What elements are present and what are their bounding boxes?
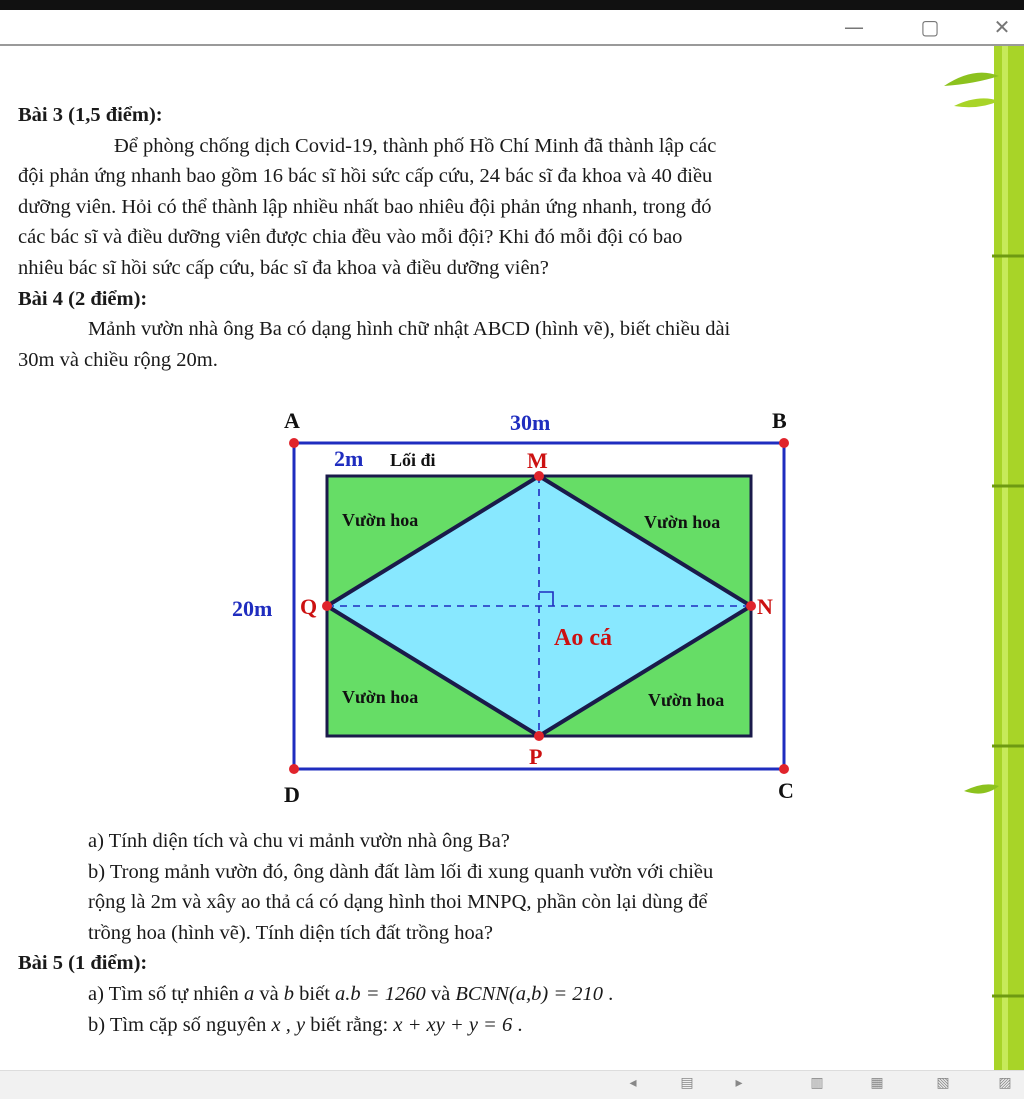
point-b	[779, 438, 789, 448]
bai4-question-b-1: b) Trong mảnh vườn đó, ông dành đất làm lối đi xung quanh vườn với chiều	[88, 860, 714, 883]
point-c	[779, 764, 789, 774]
label-c: C	[778, 778, 794, 803]
garden-diagram	[220, 400, 820, 810]
top-edge	[0, 0, 1024, 10]
label-d: D	[284, 782, 300, 807]
bai5-a-prefix: a) Tìm số tự nhiên	[88, 982, 244, 1005]
label-width: 20m	[232, 596, 273, 621]
label-path: Lối đi	[390, 450, 436, 470]
restore-icon[interactable]: ▢	[920, 15, 940, 39]
bai3-line-5: nhiêu bác sĩ hồi sức cấp cứu, bác sĩ đa khoa và điều dưỡng viên?	[18, 256, 549, 279]
point-n	[746, 601, 756, 611]
title-bar	[0, 10, 1024, 46]
label-path-width: 2m	[334, 446, 364, 471]
bai3-line-4: các bác sĩ và điều dưỡng viên được chia đều vào mỗi đội? Khi đó mỗi đội có bao	[18, 226, 683, 249]
grid-view-icon[interactable]: ▦	[870, 1075, 884, 1091]
bai5-b-eq: x + xy + y = 6	[393, 1013, 513, 1036]
bai3-line-2: đội phản ứng nhanh bao gồm 16 bác sĩ hồi sức cấp cứu, 24 bác sĩ đa khoa và 40 điều	[18, 165, 713, 188]
label-a: A	[284, 408, 300, 433]
layout-icon[interactable]: ▥	[810, 1075, 824, 1091]
label-m: M	[527, 448, 548, 473]
label-flower-br: Vườn hoa	[648, 690, 725, 710]
bamboo-decoration-icon	[944, 46, 1024, 1070]
bai5-a-var2: b	[283, 982, 295, 1005]
bai3-line-1: Để phòng chống dịch Covid-19, thành phố Hồ Chí Minh đã thành lập các	[114, 134, 717, 157]
minimize-icon[interactable]: —	[844, 15, 864, 39]
bai4-question-a: a) Tính diện tích và chu vi mảnh vườn nhà ông Ba?	[88, 830, 510, 852]
label-flower-tr: Vườn hoa	[644, 512, 721, 532]
bai4-question-b-2: rộng là 2m và xây ao thả cá có dạng hình thoi MNPQ, phần còn lại dùng để	[88, 891, 708, 914]
bai5-title: Bài 5 (1 điểm):	[18, 952, 148, 975]
bai5-a-end: .	[603, 982, 614, 1005]
prev-page-icon[interactable]: ◂	[629, 1075, 637, 1091]
close-icon[interactable]: ✕	[993, 15, 1011, 39]
label-pond: Ao cá	[554, 625, 612, 651]
next-page-icon[interactable]: ▸	[735, 1075, 743, 1091]
document-body	[18, 100, 948, 375]
columns-view-icon[interactable]: ▧	[936, 1075, 950, 1091]
bai5-a-mid: biết	[294, 982, 336, 1005]
reading-mode-icon[interactable]: ▨	[998, 1075, 1012, 1091]
point-d	[289, 764, 299, 774]
bai5-b-end: .	[512, 1013, 523, 1036]
bai4-title: Bài 4 (2 điểm):	[18, 287, 148, 310]
bai5-b-mid: biết rằng:	[305, 1013, 394, 1036]
label-p: P	[529, 744, 543, 769]
point-a	[289, 438, 299, 448]
label-b: B	[772, 408, 787, 433]
bai4-question-b-3: trồng hoa (hình vẽ). Tính diện tích đất trồng hoa?	[88, 921, 493, 944]
bai3-title: Bài 3 (1,5 điểm):	[18, 104, 163, 126]
bai5-b-vars: x , y	[271, 1013, 306, 1036]
status-bar	[0, 1070, 1024, 1099]
bai5-a-and: và	[254, 982, 284, 1005]
label-n: N	[757, 594, 773, 619]
bai5-a-va: và	[425, 982, 456, 1005]
page-view-icon[interactable]: ▤	[680, 1075, 694, 1091]
point-q	[322, 601, 332, 611]
document-lower	[18, 826, 948, 1040]
bai5-a-var1: a	[243, 982, 255, 1005]
point-p	[534, 731, 544, 741]
bai5-b-prefix: b) Tìm cặp số nguyên	[88, 1013, 272, 1036]
label-q: Q	[300, 594, 318, 619]
label-flower-bl: Vườn hoa	[342, 687, 419, 707]
bai4-line-1: Mảnh vườn nhà ông Ba có dạng hình chữ nhật ABCD (hình vẽ), biết chiều dài	[88, 318, 731, 341]
bai5-question-b	[18, 1010, 948, 1041]
bai5-a-eq1: a.b = 1260	[335, 982, 426, 1005]
bai5-a-eq2: BCNN(a,b) = 210	[455, 982, 604, 1005]
bai3-line-3: dưỡng viên. Hỏi có thể thành lập nhiều nhất bao nhiêu đội phản ứng nhanh, trong đó	[18, 195, 712, 218]
label-length: 30m	[510, 410, 551, 435]
bai5-question-a	[18, 979, 948, 1010]
label-flower-tl: Vườn hoa	[342, 510, 419, 530]
bai4-line-2: 30m và chiều rộng 20m.	[18, 348, 218, 371]
